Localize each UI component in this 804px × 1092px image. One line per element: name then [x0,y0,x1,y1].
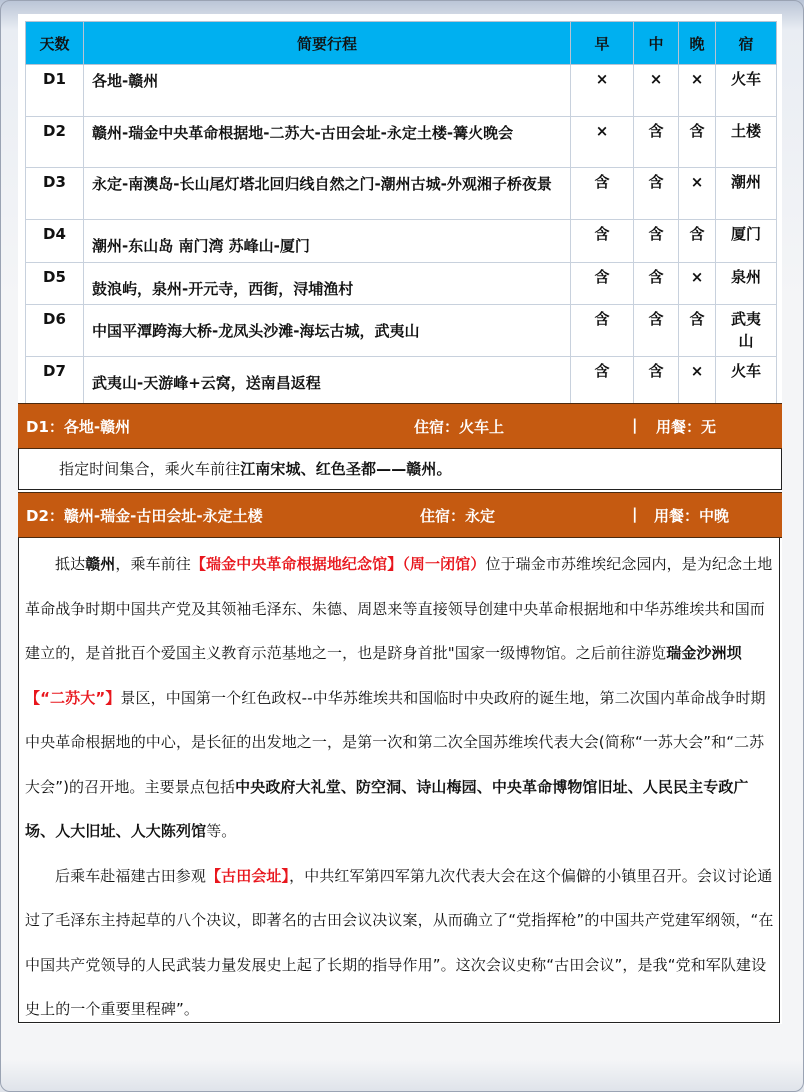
cell-dinner: × [679,168,716,220]
day2-text: 等。 [206,822,237,840]
cell-breakfast: 含 [571,220,634,263]
day1-header-bar [18,403,782,449]
header-stay: 宿 [716,22,777,65]
day1-text: 指定时间集合，乘火车前往 [59,460,241,478]
day2-text: ，中共红军第四军第九次代表大会在这个偏僻的小镇里召开。会议讨论通过了毛泽东主持起草的八个决议，即著名的古田会议决议案，从而确立了“党指挥枪”的中国共产党建军纲领，“在中国共产党领导的人民武装力量发展史上起了长期的指导作用”。这次会议史称“古田会议”，是我“党和军队建设史上的一个重要里程碑”。 [25,866,774,1018]
cell-route: 潮州-东山岛 南门湾 苏峰山-厦门 [84,220,571,263]
cell-dinner: 含 [679,117,716,168]
day2-separator: | [632,505,638,523]
cell-breakfast: 含 [571,305,634,357]
cell-lunch: 含 [634,305,679,357]
day2-attraction-red: 【瑞金中央革命根据地纪念馆】（周一闭馆） [190,555,486,573]
cell-day: D4 [26,220,84,263]
header-day: 天数 [26,22,84,65]
day2-paragraph-2 [19,854,779,1032]
day1-description [18,449,782,490]
day1-separator: | [632,416,638,434]
day1-meals: 用餐：无 [656,418,717,436]
day2-meals: 用餐：中晚 [654,507,730,525]
cell-route: 赣州-瑞金中央革命根据地-二苏大-古田会址-永定土楼-篝火晚会 [84,117,571,168]
cell-dinner: × [679,263,716,305]
day2-description [18,538,780,1023]
cell-route: 各地-赣州 [84,65,571,117]
table-row [26,168,777,220]
cell-breakfast: × [571,65,634,117]
day2-text: 位于瑞金市苏维埃纪念园内，是为纪念土地革命战争时期中国共产党及其领袖毛泽东、朱德、周恩来等直接领导创建中央革命根据地和中华苏维埃共和国而建立的，是首批百个爱国主义教育示范基地之一，也是跻身首批"国家一级博物馆。之后前往游览 [25,555,773,662]
cell-day: D1 [26,65,84,117]
day1-highlight: 江南宋城、红色圣都——赣州。 [240,460,452,478]
cell-lunch: 含 [634,263,679,305]
day2-attraction-red: 【古田会址】 [206,866,290,885]
day2-highlight: 瑞金沙洲坝 [666,644,742,662]
cell-stay: 火车 [716,357,777,405]
cell-day: D2 [26,117,84,168]
table-row [26,357,777,405]
cell-day: D3 [26,168,84,220]
table-row [26,65,777,117]
day2-text: ，乘车前往 [115,555,191,573]
cell-stay: 火车 [716,65,777,117]
cell-dinner: × [679,357,716,405]
cell-breakfast: 含 [571,263,634,305]
cell-route: 鼓浪屿，泉州-开元寺，西街，浔埔渔村 [84,263,571,305]
cell-stay: 土楼 [716,117,777,168]
cell-day: D7 [26,357,84,405]
cell-dinner: 含 [679,220,716,263]
cell-lunch: 含 [634,357,679,405]
header-breakfast: 早 [571,22,634,65]
table-row [26,305,777,357]
table-row [26,220,777,263]
day2-text: 景区，中国第一个红色政权--中华苏维埃共和国临时中央政府的诞生地，第二次国内革命战争时期中央革命根据地的中心，是长征的出发地之一，是第一次和第二次全国苏维埃代表大会(简称“一苏大会”和“二苏大会”)的召开地。主要景点包括 [25,688,766,796]
cell-dinner: 含 [679,305,716,357]
cell-lunch: 含 [634,220,679,263]
cell-lunch: 含 [634,117,679,168]
cell-lunch: 含 [634,168,679,220]
table-row [26,117,777,168]
day2-title: D2：赣州-瑞金-古田会址-永定土楼 [26,507,263,525]
day1-lodging: 住宿：火车上 [414,418,505,436]
cell-breakfast: × [571,117,634,168]
day2-text: 后乘车赴福建古田参观 [55,866,207,885]
day2-text: 抵达 [55,555,86,573]
cell-stay: 泉州 [716,263,777,305]
day2-attraction-red: 【“二苏大”】 [25,688,121,707]
day2-header-bar [18,492,782,538]
cell-route: 中国平潭跨海大桥-龙凤头沙滩-海坛古城，武夷山 [84,305,571,357]
day2-paragraph-1 [19,542,779,854]
header-route: 简要行程 [84,22,571,65]
day2-highlight: 赣州 [85,555,116,573]
cell-day: D6 [26,305,84,357]
cell-stay: 潮州 [716,168,777,220]
cell-route: 永定-南澳岛-长山尾灯塔北回归线自然之门-潮州古城-外观湘子桥夜景 [84,168,571,220]
cell-stay: 厦门 [716,220,777,263]
cell-breakfast: 含 [571,168,634,220]
cell-dinner: × [679,65,716,117]
itinerary-document [18,14,782,1024]
cell-route: 武夷山-天游峰+云窝，送南昌返程 [84,357,571,405]
day2-lodging: 住宿：永定 [420,507,496,525]
day1-paragraph [19,449,781,489]
cell-day: D5 [26,263,84,305]
header-lunch: 中 [634,22,679,65]
table-row [26,263,777,305]
itinerary-table [25,21,777,405]
day2-highlight: 中央政府大礼堂、防空洞、诗山梅园、中央革命博物馆旧址、人民民主专政广场、人大旧址、人大陈列馆 [25,777,749,840]
cell-lunch: × [634,65,679,117]
day1-title: D1：各地-赣州 [26,418,131,436]
cell-stay: 武夷山 [716,305,777,357]
header-dinner: 晚 [679,22,716,65]
cell-breakfast: 含 [571,357,634,405]
table-header-row [26,22,777,65]
